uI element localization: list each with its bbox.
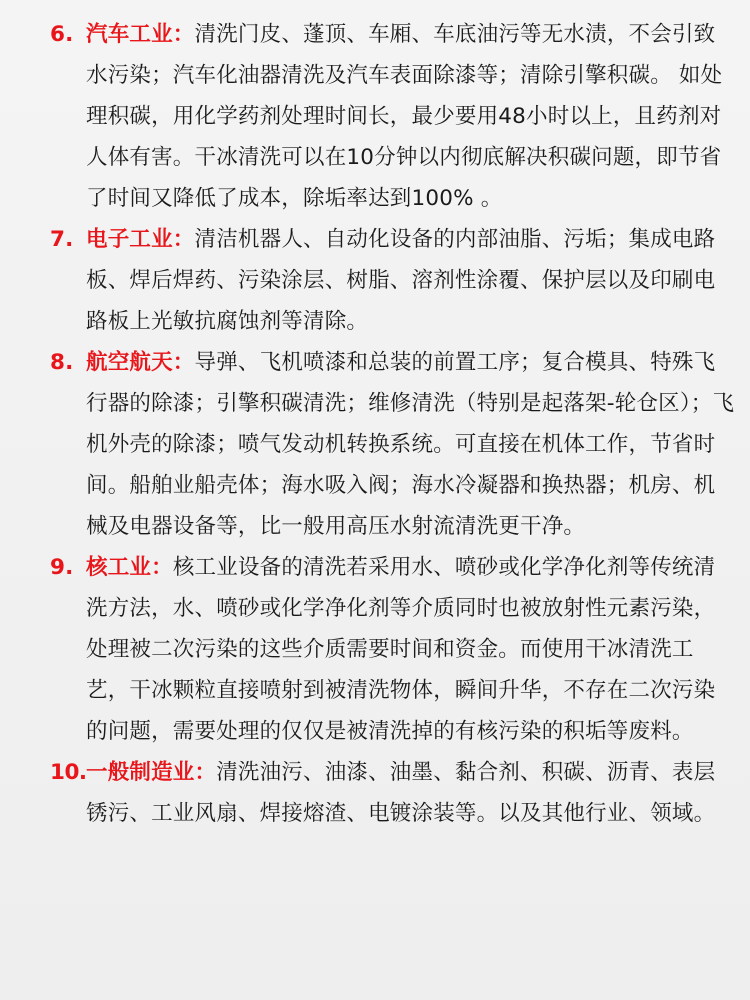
- list-item-nuclear: [0, 547, 736, 752]
- item-heading: 电子工业：: [86, 227, 195, 252]
- item-body: [86, 219, 736, 342]
- item-body: [86, 342, 736, 547]
- item-number: 10.: [50, 760, 87, 785]
- list-item-electronics: [0, 219, 736, 342]
- item-text: 清洗门皮、蓬顶、车厢、车底油污等无水渍，不会引致水污染；汽车化油器清洗及汽车表面除漆等；清除引擎积碳。 如处理积碳，用化学药剂处理时间长，最少要用48小时以上，且药剂对人体有害。干冰清洗可以在10分钟以内彻底解决积碳问题，即节省了时间又降低了成本，除垢率达到100% 。: [86, 22, 723, 211]
- item-body: [86, 752, 736, 834]
- item-number: 7.: [50, 227, 74, 252]
- item-body: [86, 547, 736, 752]
- item-number: 9.: [50, 555, 74, 580]
- list-item-manufacturing: [0, 752, 736, 834]
- item-text: 核工业设备的清洗若采用水、喷砂或化学净化剂等传统清洗方法，水、喷砂或化学净化剂等介质同时也被放射性元素污染，处理被二次污染的这些介质需要时间和资金。而使用干冰清洗工艺，干冰颗粒直接喷射到被清洗物体，瞬间升华，不存在二次污染的问题，需要处理的仅仅是被清洗掉的有核污染的积垢等废料。: [86, 555, 716, 744]
- item-text: 清洗油污、油漆、油墨、黏合剂、积碳、沥青、表层锈污、工业风扇、焊接熔渣、电镀涂装等。以及其他行业、领域。: [86, 760, 716, 826]
- item-heading: 汽车工业：: [86, 22, 195, 47]
- item-body: [86, 14, 736, 219]
- item-text: 导弹、飞机喷漆和总装的前置工序；复合模具、特殊飞行器的除漆；引擎积碳清洗；维修清洗（特别是起落架-轮仓区）；飞机外壳的除漆；喷气发动机转换系统。可直接在机体工作，节省时间。船舶业船壳体；海水吸入阀；海水冷凝器和换热器；机房、机械及电器设备等，比一般用高压水射流清洗更干净。: [86, 350, 735, 539]
- list-item-aerospace: [0, 342, 736, 547]
- item-heading: 航空航天：: [86, 350, 195, 375]
- item-number: 6.: [50, 22, 74, 47]
- item-text: 清洁机器人、自动化设备的内部油脂、污垢；集成电路板、焊后焊药、污染涂层、树脂、溶剂性涂覆、保护层以及印刷电路板上光敏抗腐蚀剂等清除。: [86, 227, 716, 334]
- item-heading: 核工业：: [86, 555, 173, 580]
- list-item-automotive: [0, 14, 736, 219]
- item-heading: 一般制造业：: [86, 760, 217, 785]
- item-number: 8.: [50, 350, 74, 375]
